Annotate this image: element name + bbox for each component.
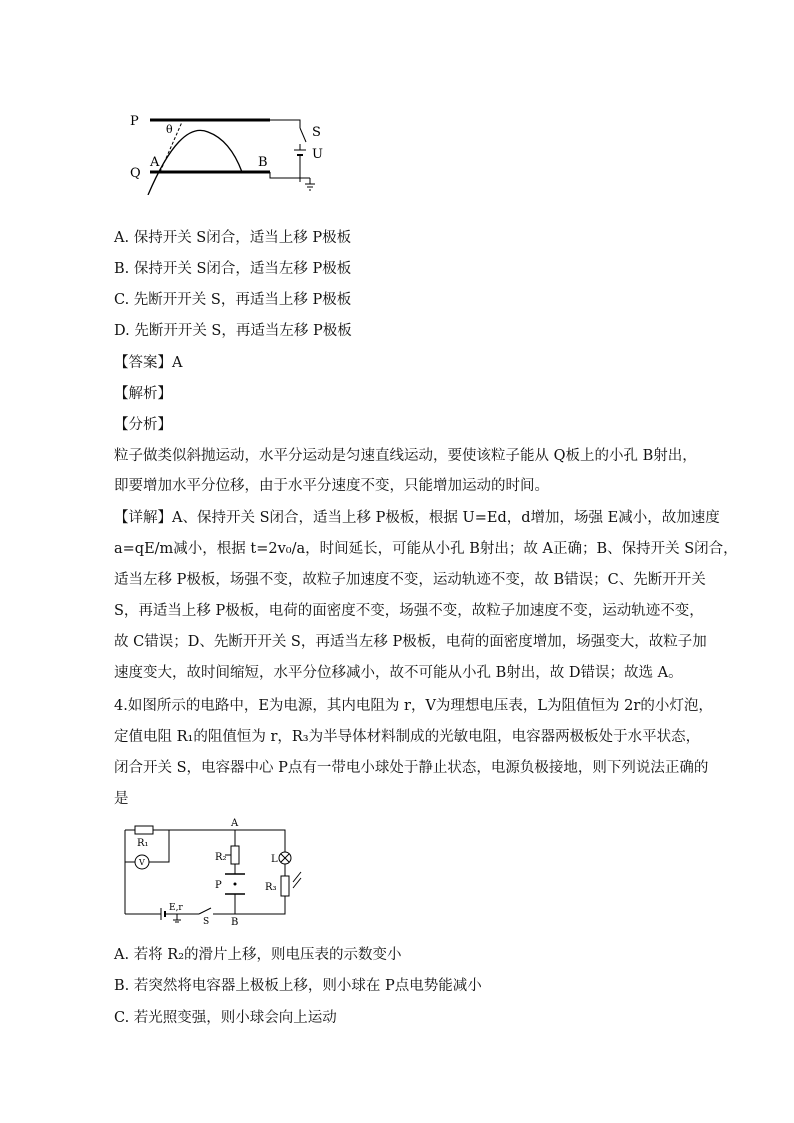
- detail-line-3: 适当左移 P极板，场强不变，故粒子加速度不变，运动轨迹不变，故 B错误；C、先断开开关: [114, 572, 706, 588]
- switch-s-label-circuit: S: [203, 917, 210, 926]
- plate-q-label: Q: [130, 166, 141, 181]
- voltmeter-label: V: [139, 858, 145, 867]
- lamp-l-label: L: [271, 854, 278, 865]
- q4-stem-line-4: 是: [114, 791, 129, 807]
- answer-label: 【答案】A: [114, 355, 183, 371]
- q3-option-d: D. 先断开开关 S，再适当左移 P极板: [114, 323, 352, 339]
- q3-option-b: B. 保持开关 S闭合，适当左移 P极板: [114, 261, 352, 277]
- node-b-label: B: [231, 917, 239, 926]
- capacitor-trajectory-figure: [120, 100, 340, 195]
- jiexi-label: 【解析】: [114, 386, 172, 402]
- q3-option-c: C. 先断开开关 S，再适当上移 P极板: [114, 292, 352, 308]
- detail-line-6: 速度变大，故时间缩短，水平分位移减小，故不可能从小孔 B射出，故 D错误；故选 A。: [114, 665, 683, 681]
- q4-stem-line-1: 4.如图所示的电路中，E为电源，其内电阻为 r，V为理想电压表，L为阻值恒为 2r的小灯泡，: [114, 698, 713, 714]
- r2-label: R₂: [215, 852, 227, 863]
- analysis-line-2: 即要增加水平分位移，由于水平分速度不变，只能增加运动的时间。: [114, 478, 549, 494]
- q4-stem-line-2: 定值电阻 R₁的阻值恒为 r，R₃为半导体材料制成的光敏电阻，电容器两极板处于水平状态，: [114, 729, 701, 745]
- source-er-label: E,r: [169, 903, 183, 913]
- theta-label: θ: [166, 123, 173, 136]
- q4-stem-line-3: 闭合开关 S，电容器中心 P点有一带电小球处于静止状态，电源负极接地，则下列说法正确的: [114, 760, 709, 776]
- switch-s-label: S: [312, 125, 321, 140]
- node-a-label: A: [231, 818, 239, 829]
- detail-line-1: 【详解】A、保持开关 S闭合，适当上移 P极板，根据 U=Ed，d增加，场强 E减小，故加速度: [114, 510, 720, 526]
- q4-option-a: A. 若将 R₂的滑片上移，则电压表的示数变小: [114, 947, 402, 963]
- point-b-label: B: [258, 155, 268, 170]
- fenxi-label: 【分析】: [114, 417, 172, 433]
- detail-line-4: S，再适当上移 P极板，电荷的面密度不变，场强不变，故粒子加速度不变，运动轨迹不变，: [114, 603, 704, 619]
- point-a-label: A: [150, 155, 160, 170]
- point-p-label: P: [215, 880, 222, 891]
- r1-label: R₁: [137, 838, 149, 849]
- detail-line-2: a=qE/m减小，根据 t=2v₀/a，时间延长，可能从小孔 B射出；故 A正确；B、保持开关 S闭合，: [114, 541, 738, 557]
- voltage-u-label: U: [312, 147, 323, 162]
- r3-label: R₃: [265, 882, 277, 893]
- circuit-figure: [115, 818, 315, 926]
- detail-line-5: 故 C错误；D、先断开开关 S，再适当左移 P极板，电荷的面密度增加，场强变大，故粒子加: [114, 634, 707, 650]
- q3-option-a: A. 保持开关 S闭合，适当上移 P极板: [114, 230, 352, 246]
- q4-option-b: B. 若突然将电容器上极板上移，则小球在 P点电势能减小: [114, 978, 482, 994]
- q4-option-c: C. 若光照变强，则小球会向上运动: [114, 1010, 337, 1026]
- analysis-line-1: 粒子做类似斜抛运动，水平分运动是匀速直线运动，要使该粒子能从 Q板上的小孔 B射出，: [114, 448, 697, 464]
- plate-p-label: P: [130, 114, 139, 129]
